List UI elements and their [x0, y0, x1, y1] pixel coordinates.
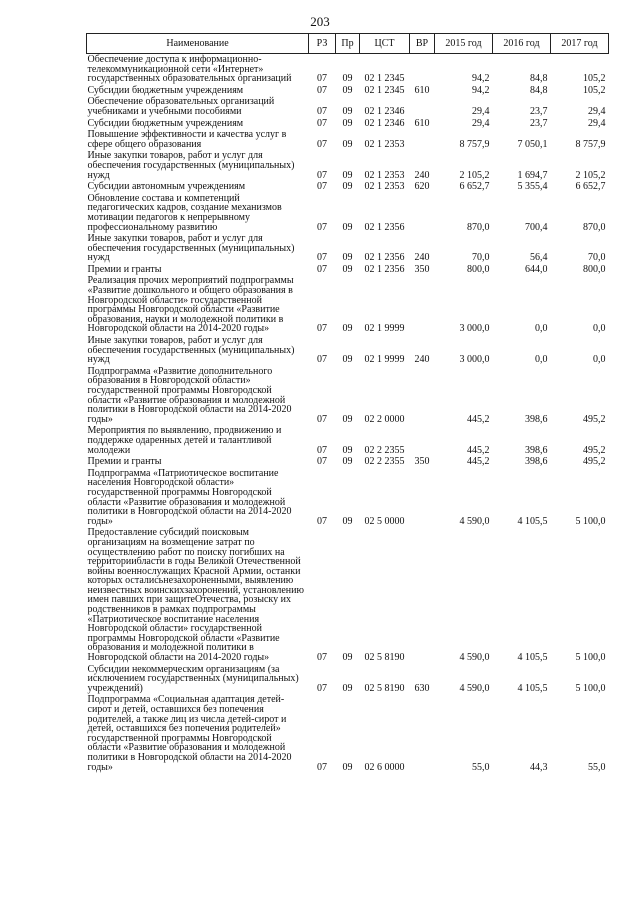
row-vr-cell — [410, 193, 435, 233]
table-row — [87, 664, 609, 695]
row-2017-cell: 6 652,7 — [575, 181, 606, 193]
row-2015-cell: 3 000,0 — [459, 323, 490, 335]
row-2017-cell: 70,0 — [588, 252, 606, 264]
row-cst-cell: 02 1 9999 — [364, 354, 405, 366]
row-name-cell: Обновление состава и компетенций педагогических кадров, создание механизмов мотивации педагогов к непрерывному профессиональному развитию — [87, 192, 282, 233]
row-name-cell: Повышение эффективности и качества услуг в сфере общего образования — [87, 129, 287, 150]
row-2016-cell: 398,6 — [525, 456, 548, 468]
row-pr-cell: 09 — [342, 456, 353, 468]
page-number: 203 — [310, 14, 330, 29]
row-2017-cell: 55,0 — [588, 761, 606, 773]
row-cst-cell: 02 1 2353 — [364, 138, 405, 150]
row-2016-cell: 0,0 — [535, 354, 548, 366]
row-pr-cell: 09 — [342, 73, 353, 85]
row-2016-cell: 4 105,5 — [517, 652, 548, 664]
row-2017-cell: 495,2 — [583, 413, 606, 425]
row-vr-cell: 630 — [414, 682, 430, 694]
row-cst-cell: 02 2 2355 — [364, 456, 405, 468]
row-vr-cell: 620 — [414, 181, 430, 193]
row-2015-cell: 445,2 — [467, 444, 490, 456]
row-2015-cell: 55,0 — [472, 761, 490, 773]
row-name-cell: Премии и гранты — [87, 456, 162, 468]
row-2015-cell: 4 590,0 — [459, 652, 490, 664]
row-pr-cell: 09 — [342, 84, 353, 96]
row-name-cell: Подпрограмма «Социальная адаптация детей-сирот и детей, оставшихся без попечения родителей, а также лиц из числа детей-сирот и детей, оставшихся без попечения родителей» государственной программы Новгородской области «Развитие образования и молодежной политики в Новгородской области на 2014-2020 годы» — [87, 694, 292, 773]
header-vr: ВР — [410, 34, 435, 54]
row-rz-cell: 07 — [317, 169, 327, 181]
row-vr-cell — [410, 694, 435, 773]
table-row — [87, 425, 609, 456]
row-2016-cell: 4 105,5 — [517, 682, 548, 694]
row-vr-cell: 350 — [414, 456, 430, 468]
row-cst-cell: 02 5 8190 — [364, 652, 405, 664]
row-vr-cell — [410, 275, 435, 335]
row-cst-cell: 02 1 2353 — [364, 169, 405, 181]
table-row — [87, 366, 609, 426]
row-2017-cell: 105,2 — [583, 84, 606, 96]
row-2015-cell: 445,2 — [467, 456, 490, 468]
row-2016-cell: 4 105,5 — [517, 515, 548, 527]
row-cst-cell: 02 2 2355 — [364, 444, 405, 456]
row-2015-cell: 2 105,2 — [459, 169, 490, 181]
row-2016-cell: 644,0 — [525, 263, 548, 275]
row-name-cell: Подпрограмма «Патриотическое воспитание населения Новгородской области» государственной программы Новгородской области «Развитие образования и молодежной политики в Новгородской области на 2014-2020 годы» — [87, 467, 292, 527]
row-name-cell: Обеспечение образовательных организаций учебниками и учебными пособиями — [87, 96, 275, 117]
row-pr-cell: 09 — [342, 682, 353, 694]
row-rz-cell: 07 — [317, 354, 327, 366]
header-name: Наименование — [87, 34, 309, 54]
row-pr-cell: 09 — [342, 263, 353, 275]
row-cst-cell: 02 1 2345 — [364, 84, 405, 96]
row-cst-cell: 02 1 2346 — [364, 105, 405, 117]
row-2015-cell: 445,2 — [467, 413, 490, 425]
row-2015-cell: 870,0 — [467, 221, 490, 233]
row-name-cell: Подпрограмма «Развитие дополнительного образования в Новгородской области» государственной программы Новгородской области «Развитие образования и молодежной политики в Новгородской области на 2014-2020 годы» — [87, 365, 292, 425]
row-rz-cell: 07 — [317, 323, 327, 335]
row-2016-cell: 56,4 — [530, 252, 548, 264]
row-pr-cell: 09 — [342, 761, 353, 773]
row-rz-cell: 07 — [317, 84, 327, 96]
header-2016: 2016 год — [493, 34, 551, 54]
table-row — [87, 275, 609, 335]
table-row — [87, 527, 609, 663]
table-row — [87, 335, 609, 366]
row-pr-cell: 09 — [342, 105, 353, 117]
row-cst-cell: 02 6 0000 — [364, 761, 405, 773]
row-cst-cell: 02 1 9999 — [364, 323, 405, 335]
row-2016-cell: 0,0 — [535, 323, 548, 335]
row-pr-cell: 09 — [342, 413, 353, 425]
row-2016-cell: 23,7 — [530, 105, 548, 117]
table-row — [87, 118, 609, 130]
row-2015-cell: 800,0 — [467, 263, 490, 275]
row-rz-cell: 07 — [317, 652, 327, 664]
row-2015-cell: 4 590,0 — [459, 682, 490, 694]
row-2017-cell: 800,0 — [583, 263, 606, 275]
row-2016-cell: 84,8 — [530, 73, 548, 85]
row-2016-cell: 398,6 — [525, 444, 548, 456]
row-name-cell: Иные закупки товаров, работ и услуг для обеспечения государственных (муниципальных) нужд — [87, 150, 295, 181]
row-vr-cell — [410, 366, 435, 426]
row-rz-cell: 07 — [317, 117, 327, 129]
header-pr: Пр — [336, 34, 360, 54]
row-cst-cell: 02 1 2356 — [364, 221, 405, 233]
table-row — [87, 468, 609, 528]
row-cst-cell: 02 1 2346 — [364, 117, 405, 129]
row-vr-cell: 610 — [414, 84, 430, 96]
row-2017-cell: 870,0 — [583, 221, 606, 233]
row-cst-cell: 02 1 2356 — [364, 263, 405, 275]
row-name-cell: Субсидии автономным учреждениям — [87, 181, 246, 193]
row-rz-cell: 07 — [317, 682, 327, 694]
row-2015-cell: 3 000,0 — [459, 354, 490, 366]
row-2017-cell: 5 100,0 — [575, 682, 606, 694]
row-pr-cell: 09 — [342, 252, 353, 264]
row-2015-cell: 70,0 — [472, 252, 490, 264]
row-name-cell: Реализация прочих мероприятий подпрограммы «Развитие дошкольного и общего образования в Новгородской области» государственной программы Новгородской области «Развитие образования, науки и молодежной политики в Новгородской области на 2014-2020 годы» — [87, 275, 294, 335]
table-row — [87, 129, 609, 150]
row-2017-cell: 105,2 — [583, 73, 606, 85]
row-cst-cell: 02 1 2353 — [364, 181, 405, 193]
row-2016-cell: 7 050,1 — [517, 138, 548, 150]
row-pr-cell: 09 — [342, 181, 353, 193]
row-rz-cell: 07 — [317, 413, 327, 425]
table-row — [87, 150, 609, 181]
row-cst-cell: 02 5 8190 — [364, 682, 405, 694]
table-row — [87, 85, 609, 97]
table-row — [87, 456, 609, 468]
table-row — [87, 264, 609, 276]
row-rz-cell: 07 — [317, 252, 327, 264]
row-name-cell: Премии и гранты — [87, 263, 162, 275]
row-cst-cell: 02 5 0000 — [364, 515, 405, 527]
budget-table — [86, 33, 609, 773]
table-row — [87, 96, 609, 117]
row-2017-cell: 29,4 — [588, 105, 606, 117]
row-vr-cell: 610 — [414, 117, 430, 129]
row-cst-cell: 02 2 0000 — [364, 413, 405, 425]
row-vr-cell — [410, 96, 435, 117]
row-vr-cell — [410, 129, 435, 150]
row-rz-cell: 07 — [317, 73, 327, 85]
header-rz: РЗ — [309, 34, 336, 54]
row-vr-cell: 240 — [414, 252, 430, 264]
row-pr-cell: 09 — [342, 515, 353, 527]
table-row — [87, 193, 609, 233]
row-vr-cell — [410, 54, 435, 85]
row-name-cell: Обеспечение доступа к информационно-телекоммуникационной сети «Интернет» государственных образовательных организаций — [87, 54, 292, 85]
header-cst: ЦСТ — [360, 34, 410, 54]
header-2015: 2015 год — [435, 34, 493, 54]
row-pr-cell: 09 — [342, 354, 353, 366]
row-2015-cell: 6 652,7 — [459, 181, 490, 193]
row-2016-cell: 398,6 — [525, 413, 548, 425]
row-2017-cell: 495,2 — [583, 456, 606, 468]
row-pr-cell: 09 — [342, 652, 353, 664]
row-2015-cell: 94,2 — [472, 84, 490, 96]
row-name-cell: Субсидии некоммерческим организациям (за исключением государственных (муниципальных) учреждений) — [87, 663, 299, 694]
row-name-cell: Мероприятия по выявлению, продвижению и поддержке одаренных детей и талантливой молодежи — [87, 425, 282, 456]
row-vr-cell: 240 — [414, 169, 430, 181]
row-2015-cell: 8 757,9 — [459, 138, 490, 150]
row-pr-cell: 09 — [342, 138, 353, 150]
table-body — [87, 54, 609, 774]
table-row — [87, 54, 609, 85]
row-rz-cell: 07 — [317, 181, 327, 193]
row-pr-cell: 09 — [342, 117, 353, 129]
row-pr-cell: 09 — [342, 323, 353, 335]
row-2017-cell: 0,0 — [593, 354, 606, 366]
row-name-cell: Предоставление субсидий поисковым организациям на возмещение затрат по осуществлению работ по поиску погибших на территориибласти в годы Великой Отечественной войны военнослужащих Красной Армии, останки которых осталисьнезахороненными, выявлению неизвестных воинскихзахоронений, установлению имен павших при защитеОтечества, розыску их родственников в рамках подпрограммы «Патриотическое воспитание населения Новгородской области» государственной программы Новгородской области «Развитие образования и молодежной политики в Новгородской области на 2014-2020 годы» — [87, 527, 304, 664]
row-2016-cell: 44,3 — [530, 761, 548, 773]
row-pr-cell: 09 — [342, 169, 353, 181]
row-2017-cell: 2 105,2 — [575, 169, 606, 181]
header-2017: 2017 год — [551, 34, 609, 54]
row-2015-cell: 4 590,0 — [459, 515, 490, 527]
row-cst-cell: 02 1 2356 — [364, 252, 405, 264]
row-2015-cell: 94,2 — [472, 73, 490, 85]
row-pr-cell: 09 — [342, 444, 353, 456]
row-rz-cell: 07 — [317, 444, 327, 456]
row-vr-cell — [410, 468, 435, 528]
row-2016-cell: 700,4 — [525, 221, 548, 233]
table-row — [87, 233, 609, 264]
row-2017-cell: 5 100,0 — [575, 515, 606, 527]
row-rz-cell: 07 — [317, 515, 327, 527]
row-2016-cell: 5 355,4 — [517, 181, 548, 193]
row-2015-cell: 29,4 — [472, 117, 490, 129]
row-cst-cell: 02 1 2345 — [364, 73, 405, 85]
row-pr-cell: 09 — [342, 221, 353, 233]
row-2017-cell: 29,4 — [588, 117, 606, 129]
row-2017-cell: 495,2 — [583, 444, 606, 456]
row-2015-cell: 29,4 — [472, 105, 490, 117]
row-rz-cell: 07 — [317, 761, 327, 773]
row-2016-cell: 84,8 — [530, 84, 548, 96]
row-name-cell: Субсидии бюджетным учреждениям — [87, 84, 244, 96]
row-2017-cell: 8 757,9 — [575, 138, 606, 150]
row-2017-cell: 5 100,0 — [575, 652, 606, 664]
row-vr-cell: 350 — [414, 263, 430, 275]
row-2016-cell: 1 694,7 — [517, 169, 548, 181]
row-rz-cell: 07 — [317, 105, 327, 117]
row-name-cell: Субсидии бюджетным учреждениям — [87, 117, 244, 129]
row-rz-cell: 07 — [317, 263, 327, 275]
table-row — [87, 694, 609, 773]
row-rz-cell: 07 — [317, 456, 327, 468]
row-rz-cell: 07 — [317, 138, 327, 150]
row-rz-cell: 07 — [317, 221, 327, 233]
table-row — [87, 181, 609, 193]
table-header-row — [87, 34, 609, 54]
row-vr-cell: 240 — [414, 354, 430, 366]
row-2017-cell: 0,0 — [593, 323, 606, 335]
row-vr-cell — [410, 527, 435, 663]
row-name-cell: Иные закупки товаров, работ и услуг для обеспечения государственных (муниципальных) нужд — [87, 335, 295, 366]
row-vr-cell — [410, 425, 435, 456]
row-2016-cell: 23,7 — [530, 117, 548, 129]
row-name-cell: Иные закупки товаров, работ и услуг для обеспечения государственных (муниципальных) нужд — [87, 233, 295, 264]
